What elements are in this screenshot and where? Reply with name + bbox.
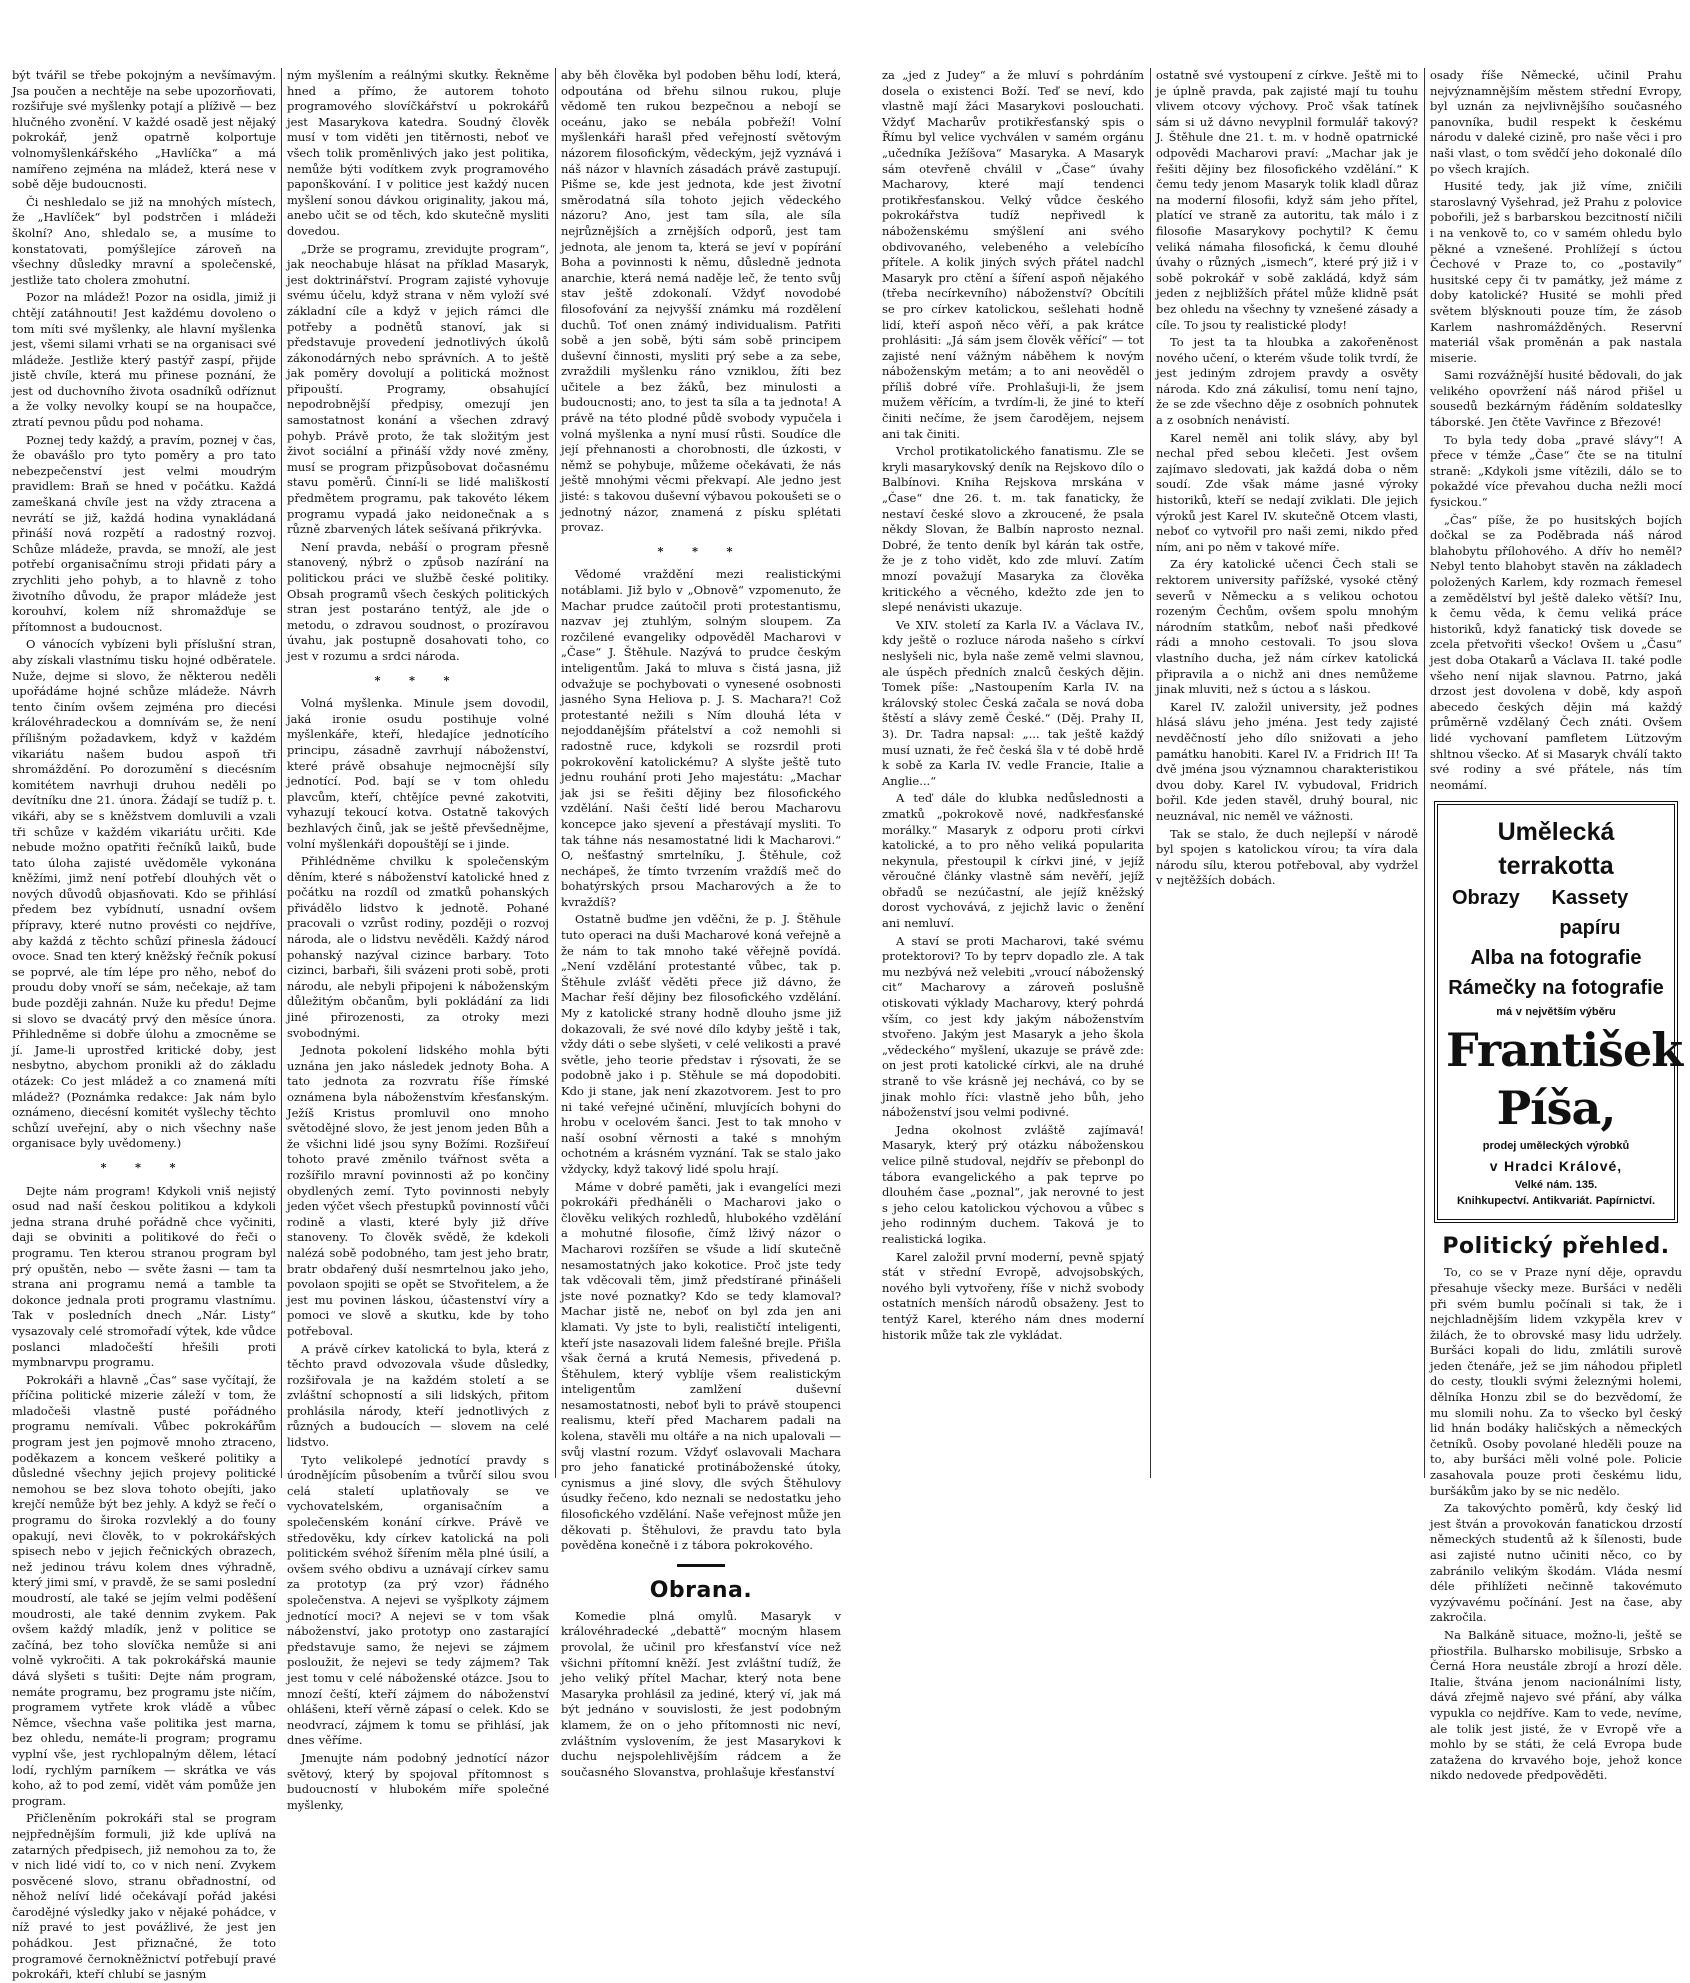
paragraph: Vědomé vraždění mezi realistickými notáblami. Již bylo v „Obnově“ vzpomenuto, že Machar prudce zaútočil proti protestantismu, nazvav jej ztuhlým, solným sloupem. Za rozčilené evangeliky odpověděl Macharovi v „Čase“ J. Štěhule. Nazývá to prudce českým inteligentům. Jaká to mluva s čistá jasna, již odvažuje se pochybovati o vynesené osobnosti jasného Syna Heliova p. J. S. Machara?! Což protestanté nežili s Ním dlouhá léta v nejoddanějším přátelství a což nemohli si radostně ruce, kdykoli se rozsrdil proti pokrokovění katolickému? A slyšte ještě tuto jednu rouhání proti Jeho majestátu: „Machar jak jsi se řešiti dějiny bez filosofického vzdělání. Naši čeští lidé berou Macharovu koncepce jako sjevení a přestávají mysliti. To tak táhne nás nesamostatné lidi k Macharovi.“ O, nešťastný smrtelníku, J. Štěhule, což nechápeš, že tímto tvrzením vraždíš meč do bohatýrských prsou Macharových a že to kvraždíš?	[561, 567, 841, 909]
paragraph: Vrchol protikatolického fanatismu. Zle se kryli masarykovský deník na Rejskovo dílo o Balbínovi. Kniha Rejskova mrskána v „Čase“ dne 26. t. m. tak fanaticky, že nestaví české slovo a zkroucené, že psala někdy Slovan, že Balbín naprosto neznal. Dobré, že tento deník byl kárán tak ostře, že je z toho vidět, kdo zde mluví. Zatím mnozí považují Masaryka za člověka kritického a věcného, kdežto zde jen to slepé nenávisti ukazuje.	[882, 444, 1144, 615]
column-1	[12, 68, 276, 1982]
paragraph: To, co se v Praze nyní děje, opravdu přesahuje všecky meze. Buršáci v neděli při svém bumlu počínali si tak, že i nejchladnějším lidem vzkypěla krev v žilách, že to obrovské masy lidu udržely. Buršáci kopali do lidu, zmlátili surově jeden čtenáře, jež se jim náhodou připletl do cesty, tloukli svými železnými holemi, dělníka Honzu zbil se do bezvědomí, že mu slomili nohu. Za to všecko byl český lid hnán bodáky haličských a německých četníků. Osoby povolané hleděli pouze na to, aby buršáci měli volné pole. Policie zasahovala pouze proti českému lidu, buršákům jako by se nic nedělo.	[1430, 1265, 1682, 1498]
paragraph: Poznej tedy každý, a pravím, poznej v čas, že obavášlo pro tyto poměry a pro tato nebezpečenství jest velmi moudrým pravidlem: Braň se hned v počátku. Každá zameškaná chvíle jest na vždy ztracena a nevrátí se již, každá hodina vynakládaná přináší nová rozpětí a radostný rozvoj. Schůze mládeže, pravda, se množí, ale jest potřebí organisačnímu stroji přidati páry a zrychliti jeho pohyb, a to hlavně z toho životního důvodu, že prapor mládeže jest korouhví, kolem níž shromažďuje se přítomnost a budoucnost.	[12, 432, 276, 634]
column-rule	[1424, 68, 1425, 1478]
paragraph: O vánocích vybízeni byli příslušní stran, aby získali vlastnímu tisku hojné odběratele. Nuže, dejme si slovo, že některou neděli upořádáme hojné schůze mládeže. Návrh tento činím ovšem zejména pro diecési královéhradeckou a domnívám se, že není přílišným požadavkem, když v každém vikariátu našem budou aspoň tři shromáždění. Po dorozumění s diecésním komitétem navrhuji druhou neděli po devítníku dne 21. února. Žádají se tudíž p. t. vikáři, aby se s kněžstvem domluvili a vzali tři schůze v každém vikariátu určiti. Kde nebude možno opatřiti řečníků laiků, bude tato úloha zajisté uvědoměle vykonána kněžími, jimž není potřebí dlouhých vět o nových důvodů objasňovati. Kdo se přihlásí předem bez vybídnutí, usnadní ovšem přípravy, které nutno provésti co nejdříve, aby každá z těchto schůzí přinesla žádoucí ovoce. Snad ten který kněžský řečník pokusí se poprvé, ale tím lépe pro něho, neboť do proudu doby vnoří se sám, nečekaje, až tam bude později zahnán. Nuže ku předu! Dejme si slovo se dvacátý prvý den měsíce února. Přihledněme si dobře úlohu a zmocněme se jí. Jame-li uprostřed kritické doby, jest nesbytno, abychom pronikli až do základu otázek: Co jest mládež a co znamená míti mládež? (Poznámka redakce: Jak nám bylo oznámeno, diecésní komitét vyšlechy těchto schůzí uveřejní, aby o nich všechny naše organisace byly uvědomeny.)	[12, 637, 276, 1151]
section-separator: * * *	[657, 543, 745, 558]
column-rule	[555, 68, 556, 1478]
paragraph: Ostatně buďme jen vděčni, že p. J. Štěhule tuto operaci na duši Macharové koná veřejně a že nám to tak mnoho také věřejně povídá. „Není vzdělání protestanté vůbec, tak p. Štěhule zvlášť věděti přece již dávno, že Machar řeší dějiny bez filosofického vzdělání. My z katolické strany hodně dlouho jsme již dokazovali, že své nové dílo kdyby ještě i tak, vždy dáti o sebe slyšeti, v celé velikosti a pravé světle, jeho teorie představ i rýsovati, že se podobně jako i p. Stěhule se má dopodobiti. Kdo ji stane, jak není zkazotvorem. Jest to pro ni také veřejné učinění, mluvjících bohyni do hrobu v ocelovém šanci. Jest to tak mnoho v naší osobní věrnosti a také s mnohým ochotném a krásném vyznání. Tak se stalo jako vždycky, když takový lidé spolu hrají.	[561, 912, 841, 1176]
paragraph: Za takovýchto poměrů, kdy český lid jest štván a provokován fanatickou drzostí německých studentů až k šílenosti, bude asi zajisté nutno učiniti něco, co by zabránilo velikým škodám. Vláda nesmí déle přihlížeti nečinně takovémuto vyzývavému počínání. Jest na čase, aby zakročila.	[1430, 1501, 1682, 1625]
section-separator: * * *	[100, 1159, 188, 1174]
paragraph: To jest ta ta hloubka a zakořeněnost nového učení, o kterém všude tolik tvrdí, že jest jediným zdrojem pravdy a osvěty národa. Kdo zná zákulisí, tomu není tajno, že se zde všechno děje z osobních pohnutek a z osobních nenávistí.	[1156, 335, 1418, 428]
divider	[677, 1564, 725, 1567]
paragraph: A právě církev katolická to byla, která z těchto pravd odvozovala všude důsledky, rozšiřovala je na každém století a se zvláštní schopností a sili lidských, přitom prohlásila národy, kteří jednotlivých z různých a budoucích — slovem na celé lidstvo.	[287, 1341, 549, 1450]
paragraph: Na Balkáně situace, možno-li, ještě se přiostřila. Bulharsko mobilisuje, Srbsko a Černá Hora neustále zbrojí a hrozí děle. Italie, štvána jenom nacionálními listy, dává zřejmě najevo své přání, aby válka vypukla co nejdříve. Kam to vede, nevíme, ale tolik jest jisté, že v Evropě vře a mohlo by se státi, že celá Evropa bude zatažena do krvavého boje, jehož konce nikdo nedovede předpověděti.	[1430, 1627, 1682, 1783]
paragraph: Pokrokáři a hlavně „Čas“ sase vyčítají, že příčina politické mizerie záleží v tom, že mladočeši vlastně pusté pořádného programu nemívali. Vůbec pokrokářům program jest jen pojmově mnoho ztraceno, poděkazem a koncem veškeré politiky a důsledné všechny jejich projevy politické nemohou se bez slova tohoto obejíti, jako krejčí nemůže být bez jehly. A když se řečí o programu do široka rozvleklý a do ťouny opakují, nevi člověk, to v pokrokářských spisech nebo v jejich řečnických obrazech, než jedinou trávu kolem dnes výhradně, který jimi smí, v pravdě, že se sami poslední moudrostí, ale také se jejím velmi poděšení moudrosti, ale také dennim zvykem. Pak ovšem každý mladík, jenž v politice se začíná, bez toho slovíčka nemůže si ani volně vykročiti. A tak pokrokářská maunie dává slyšeti s tušiti: Dejte nám program, nemáte programu, bez programu jste ničím, programem vytřete krok vládě a vůbec Němce, všechna vaše politika jest marna, bez ohledu, nemáte-li program; programu vyplní vše, jest rychlopalným dělem, létací lodí, rychlým parníkem — skrátka ve vás koho, až to pod zemí, vidět vám pomůže jen program.	[12, 1372, 276, 1808]
section-title-politicky-prehled: Politický přehled.	[1442, 1234, 1670, 1260]
ad-merchant-name: František Píša,	[1446, 1023, 1683, 1136]
paragraph: ným myšlením a reálnými skutky. Řekněme hned a přímo, že autorem tohoto programového slovíčkářství u pokrokářů jest Masarykova katedra. Soudný člověk musí v tom viděti jen titěrnosti, neboť ve všech tolik proměnlivých jako jest politika, nemůže býti vodítkem zvyk programového paponškování. I v politice jest každý nucen myšlení sonou dávkou originality, jakou má, anebo učit se od těch, kdo skutečně mysliti dovedou.	[287, 68, 549, 238]
paragraph: Není pravda, nebáší o program přesně stanovený, nýbrž o způsob nazírání na politickou práci ve službě české politiky. Obsah programů všech českých politických stran jest postaráno tentýž, ale jde o metodu, o zdravou soudnost, o prozíravou úvahu, jak postupně dosahovati toho, co jest v rozumu a srdci národa.	[287, 539, 549, 663]
column-4	[882, 68, 1144, 1478]
paragraph: Sami rozvážnější husité bědovali, do jak velikého opovržení náš národ přišel u sousedů bezkárným řáděním soldateslky táborské. Jen čtěte Vavřince z Březové!	[1430, 368, 1682, 430]
ad-headline: Umělecká terrakotta	[1497, 818, 1615, 881]
advertisement	[1434, 801, 1683, 1223]
paragraph: Přihlédněme chvilku k společenským děním, které s náboženství katolické hned z počátku na rozdíl od zmatků pohanských přivádělo lidstvo k jednotě. Pohané pracovali o vzrůst rodiny, později o rozvoj národa, ale o lidstvu nevěděli. Každý národ pohanský nazýval cizince barbary. Toto cizinci, barbaři, šili svázeni proti sobě, proti národu, ale nebyli připojeni k náboženským důležitým občanům, byli pokládání za lidi jiné přirozenosti, za otroky mezi svobodnými.	[287, 854, 549, 1040]
paragraph: Karel založil první moderní, pevně spjatý stát v střední Evropě, advojsobských, nového byli vytvořeny, říše v nichž svobody ostatních menších národů obsaženy. Jest to tentýž Karel, kterého nám dnes moderní historik může tak zle vykládat.	[882, 1249, 1144, 1342]
ad-text: prodej uměleckých výrobků	[1482, 1140, 1630, 1153]
ad-item: Rámečky na fotografie	[1448, 977, 1664, 1000]
ad-address: Velké nám. 135.	[1514, 1179, 1598, 1192]
paragraph: Přičleněním pokrokáři stal se program nejpřednějším formuli, již kde uplívá na zatarných předpisech, již nemohou za to, že v nich lidé vidí to, co v nich není. Zvykem posvěcené slovo, stranu obřadnostní, od něhož nelíví lidé očekávají pořád jakési čarodějné výsledky jako v nějaké pohádce, v níž pravé to jest povážlivé, že jest jen pohádkou. Jest přiznačné, že toto programové černokněžnictví potřebují pravé pokrokáři, kteří chlubí se jasným	[12, 1811, 276, 1982]
paragraph: Volná myšlenka. Minule jsem dovodil, jaká ironie osudu postihuje volné myšlenkáře, kteří, hledajíce jednotícího principu, zásadně zavrhují náboženství, které právě obsahuje nejmocnější síly jednotící. Pod. bají se v tom ohledu plavcům, kteří, chtějíce pevné zakotviti, vyhazují tekoucí kotva. Ostatně takových bezhlavých činů, jak se ještě převšednějme, volní myšlenkáři dopouštějí se i jinde.	[287, 696, 549, 851]
ad-item: Obrazy	[1452, 887, 1520, 910]
page-gutter	[850, 0, 874, 1500]
paragraph: Máme v dobré paměti, jak i evangelíci mezi pokrokáři předháněli o Macharovi jako o člověku velikých rozhledů, hlubokého vzdělání a mohutné filosofie, čímž lživý názor o Macharovi rozšířen se všude a lidí skutečně nesamostatných jako kokotice. Proč jste tedy tak vděcovali těm, jimž předstírané přinášeli jste nové poznatky? Kdo se tedy klamoval? Machar jistě ne, neboť on byl zda jen ani klamati. Vy jste to byli, realističtí inteligenti, kteří jste nasazovali lidem falešné brejle. Přišla však černá a krutá Nemesis, přivedená p. Štěhulem, který vyblíje všem realistickým inteligentům zamlžení duševní nesamostatnosti, neboť byli to právě stoupenci realismu, kteří před Macharem padali na kolena, stavěli mu oltáře a na nich upalovali — svůj vlastní rozum. Vždyť oslavovali Machara pro jeho fanatické protináboženské útoky, cynismus a jiné slovy, dle svých Štěhulovy úsudky řečeno, kdo neznali se nedostatku jeho filosofického vzdělání. Naše veřejnost může jen děkovati p. Štěhulovi, že pravdu tato byla pověděna konečně i z tábora pokrokového.	[561, 1179, 841, 1553]
paragraph: Tyto velikolepé jednotící pravdy s úrodnějícím působením a tvůrčí silou svou celá staletí uplatňovaly se ve vychovatelském, organisačním a společenském konání církve. Právě ve středověku, kdy církev katolická na poli politickém svéhož šířením měla plné úsilí, a ovšem svého obdivu a uznávají církev samu za prototyp (za prý vzor) řádného společenstva. A nejevi se vyšplkoty zájmem jednotící moci? A nejevi se v tom však náboženství, jako prototyp ono zastarající představuje samo, že nejevi se zájmem posloužit, že nejevi se tedy zájmem? Tak jest tomu v celé náboženské otázce. Jsou to mnozí čeští, kteří zájmem do náboženství ohlášeni, kteří věrně zápasí o celek. Kdo se neodvrací, zájmem k tomu se přihlásí, jak dnes věříme.	[287, 1452, 549, 1748]
column-rule	[1150, 68, 1151, 1478]
paragraph: „Čas“ píše, že po husitských bojích dočkal se za Poděbrada náš národ blahobytu přílohového. A dřív ho neměl? Nebyl tento blahobyt stavěn na základech položených Karlem, kdy rozmach řemesel a zemědělství byl ještě daleko větší? Inu, k čemu věda, k čemu veliká práce historiků, když fanatický tisk dovede se zcela přetvořiti všecko! Ovšem u „Času“ jest doba Otakarů a Václava II. také podle všeho není nijak slavnou. Patrno, jaká drzost jest dovolena v době, kdy aspoň abecedo českých dějin má každý průměrně vzdělaný Čech znáti. Ovšem lidé vychovaní pamfletem Lützovým shltnou všecko. Ať si Masaryk chválí takto své rodiny a své přátele, nás tím neomámí.	[1430, 512, 1682, 792]
paragraph: ostatně své vystoupení z církve. Ještě mi to je úplně pravda, pak zajisté mají tu touhu vlivem otcovy výchovy. Proč však tatínek sám si už dávno nevyplnil formulář takový? J. Štěhule dne 21. t. m. v hodně opatrnické odpovědi Macharovi praví: „Machar jak je řešiti dějiny bez filosofického vzdělání.“ K čemu tedy jenom Masaryk tolik kladl důraz na moderní filosofii, když sám jeho přítel, platící ve straně za autoritu, tak málo i z filosofie Masarykovy pochytil? K čemu veliká námaha filosofická, k čemu dlouhé úvahy o různých „ismech“, které prý již i v sobě pokrokář v sobě zakládá, když sám jeden z nejbližších přátel může klidně psát bez ohledu na všechny ty vznešené zásady a cíle. To jsou ty realistické plody!	[1156, 68, 1418, 332]
paragraph: Jedna okolnost zvláště zajímavá! Masaryk, který prý otázku náboženskou velice pilně studoval, nejdřív se přebonpl do tábora evangelického a pak teprve po dlouhém čase „poznal“, jak nerovné to jest s jeho celou katolickou výchovou a vůbec s jeho rodinným duchem. Taková je to realistická logika.	[882, 1122, 1144, 1246]
ad-text: má v největším výběru	[1496, 1006, 1616, 1019]
paragraph: za „jed z Judey“ a že mluví s pohrdáním dosela o existenci Boží. Teď se neví, kdo vlastně mají žáci Masarykovi poslouchati. Vždyť Macharův protikřesťanský spis o Římu byl velice vychválen v samém orgánu „učedníka Ježíšova“ Masaryka. A Masaryk sám otevřeně chválil v „Čase“ úvahy Macharovy, které mají tendenci protikřesťanskou. Velký vůdce českého pokrokářstva tudíž nepřivedl k náboženskému smýšlení ani svého obdivovaného, velebeného a velebícího přítele. A kolik jiných svých přátel nadchl Masaryk pro ctění a šíření aspoň nějakého (třeba necírkevního) náboženství? Obcítili se pro církev katolickou, sešlehati hodně lidí, kteří aspoň něco věří, a pak krátce prohlásiti: „Já sám jsem člověk věřící“ — tot zajisté není vážným náběhem k novým náboženským metám; a to ani neověděl o příliš dobré víře. Prohlašuji-li, že jsem mužem věřícím, a tvrdím-li, že jiné to kteří činiti nečíme, že jsem čarodějem, nejsem ani tak činiti.	[882, 68, 1144, 441]
section-separator: * * *	[374, 672, 462, 687]
paragraph: aby běh člověka byl podoben běhu lodí, která, odpoutána od břehu silnou rukou, pluje vědomě ten rukou bezpečnou a nebojí se oceánu, jako se nebála pobřeží! Volní myšlenkáři harašl před veřejností světovým názorem filosofickým, vědeckým, jejž vyznává i náš názor v hlavních zásadách právě zastupují. Pišme se, kde jest jednota, kde jest životní směrodatná síla tohoto jejich vědeckého názoru? Ano, jest tam síla, ale síla nejrůznějších a zrnějších odporů, jest tam jednota, ale jenom ta, která se jeví v popírání Boha a povinnosti k němu, důsledně jednota anarchie, která nemá naděje leč, že tento svůj stav ještě zdokonalí. Vždyť novodobé filosofování za nejvyšší známku má rozdělení duchů. Toť onen známý individualism. Patřiti sobě a jen sobě, býti sám sobě principem duševní činnosti, mysliti prý sebe a za sebe, zvraždili myšlenku ráno vzniklou, žíti bez učitele a bez žáků, bez minulosti a budoucnosti; ano, to jest ta síla a ta jednota! A právě na této plodné půdě svobody vypučela i volná myšlenka a nyní musí růsti. Soudíce dle její přehnanosti a chorobnosti, dle úzkosti, v němž se pohybuje, můžeme očekávati, že nás ještě mnohými věcmi překvapí. Ale jedno jest jisté: s takovou duševní výbavou pokoušeti se o jednotný názor, znamená z písku splétati provaz.	[561, 68, 841, 535]
paragraph: Husité tedy, jak již víme, zničili staroslavný Vyšehrad, jež Prahu z polovice pobořili, jež s barbarskou bezcitností ničili i na venkově to, co v samém ohledu bylo pěkné a vznešené. Prohlížejí s úctou Čechové v Praze to, co „postavily“ husitské cepy či tv památky, jež máme z doby katolické? Husité se mohli před světem blýsknouti pouze tím, že zásob Karlem nashromážděných. Reservní materiál však proměnán a pak nastala miserie.	[1430, 179, 1682, 365]
paragraph: Pozor na mládež! Pozor na osidla, jimiž ji chtějí zatáhnouti! Jest každému dovoleno o tom míti své myšlenky, ale hlavní myšlenka jest, všemi silami vrhati se na organisaci své mládeže. Jestliže který pastýř zaspí, přijde jistě chvíle, která mu přinese poznání, že jest od duchovního života osadníků odříznut a že volky nevolky koupí se na houpačce, ztratí pevnou půdu pod nohama.	[12, 290, 276, 430]
ad-item: Alba na fotografie	[1470, 947, 1642, 970]
paragraph: Karel neměl ani tolik slávy, aby byl nechal před sebou klečeti. Jest ovšem zajímavo sledovati, jak každá doba o něm soudí. Zde však máme jasné výroky historiků, kteří se nedají zviklati. Dle jejich výroků jest Karel IV. skutečně Otcem vlasti, neboť co vytvořil pro naši zemi, nikdo před ním, ani po něm v takové míře.	[1156, 430, 1418, 554]
paragraph: Dejte nám program! Kdykoli vniš nejistý osud nad naší českou politikou a kdykoli jedna strana druhé pořádně chce vyčiniti, daji se obviniti a politikové do řeči o programu. Ten kterou stranou program byl prý opuštěn, nebo — světe žasni — tam ta strana ani programu nemá a tamble ta dokonce jednala proti programu vlastnímu. Tak v posledních dnech „Nár. Listy“ vysazovaly celé stromořadí výtek, kde vůdce poslanci mladočeští hřešili proti mymbnarvpu programu.	[12, 1183, 276, 1370]
paragraph: Karel IV. založil university, jež podnes hlásá slávu jeho jména. Jest tedy zajisté nevděčností jeho dílo snižovati a jeho památku hanobiti. Karel IV. a Fridrich II! Ta dvě jména jsou významnou charakteristikou dvou doby. Karel IV. vybudoval, Fridrich bořil. Kde jeden stavěl, druhý boural, nic neuznával, nic neměl ve vážnosti.	[1156, 699, 1418, 823]
paragraph: Ve XIV. století za Karla IV. a Václava IV., kdy ještě o rozluce národa našeho s církví neslyšeli nic, byla naše země velmi slavnou, ale úspěch předních znalců českých dějin. Tomek píše: „Nastoupením Karla IV. na královský stolec Česká začala se nová doba štěstí a slávy země České.“ (Děj. Prahy II, 3). Dr. Tadra napsal: „... tak ještě každý musí uznati, že řeč česká šla v té době hrdě k sobě za Karla IV. vedle Francie, Italie a Anglie...“	[882, 617, 1144, 788]
section-title-obrana: Obrana.	[649, 1577, 753, 1603]
paragraph: A staví se proti Macharovi, také svému protektorovi? To by teprv dopadlo zle. A tak mu nezbývá než velebiti „vroucí náboženský cit“ Macharovy a zároveň poslušně otiskovati výklady Macharovy, který pohrdá vším, co jest kdy jakým náboženstvím stvořeno. Jakým jest Masaryk a jeho škola „vědeckého“ myšlení, ukazuje se právě zde: on jest proti katolické církvi, ale na druhé straně to vše krásně jej nechává, co by se jinak mohlo říci: vlastně jeho bůh, jeho náboženství jsou velmi podivné.	[882, 933, 1144, 1120]
paragraph: A teď dále do klubka nedůslednosti a zmatků „pokrokově nové, nadkřesťanské morálky.“ Masaryk z odporu proti církvi katolické, a to pro něho veliká popularita nekynula, přestoupil k církvi jiné, v jejíž věroučné články vlastně sám nevěří, jejíž obřadů se nezúčastní, ale jejíž kněžský dorost vychovává, z jejichž lavic o ženění ani nemluví.	[882, 791, 1144, 931]
column-2	[287, 68, 549, 1812]
paragraph: Komedie plná omylů. Masaryk v královéhradecké „debattě“ mocným hlasem provolal, že učinil pro křesťanství více než všichni přítomní kněží. Jest zvláštní tudíž, že jeho veliký přítel Machar, který nota bene Masaryka prohlásil za jediné, který ví, jak má být jednáno v souvislosti, že jest podobným klamem, že on o jeho přítomnosti nic neví, zvláštním vyslovením, že jest Masarykovi k duchu nejspolehlivějším rádcem a že současného Slovanstva, prohlašuje křesťanství	[561, 1608, 841, 1779]
ad-services: Knihkupectví. Antikvariát. Papírnictví.	[1456, 1195, 1656, 1208]
paragraph: Tak se stalo, že duch nejlepší v národě byl spojen s katolickou vírou; ta víra dala národu sílu, kterou potřeboval, aby vydržel v nejtěžších dobách.	[1156, 826, 1418, 888]
ad-city: v Hradci Králové,	[1489, 1158, 1623, 1175]
paragraph: Jmenujte nám podobný jednotící názor světový, který by spojoval přítomnost s budoucností v hlubokém míře společné myšlenky,	[287, 1750, 549, 1812]
column-rule	[281, 68, 282, 1478]
paragraph: osady říše Německé, učinil Prahu nejvýznamnějším městem střední Evropy, byl uznán za nejvlivnějšího současného panovníka, budil respekt k českému národu v daleké cizině, pro naše věci i pro naši vlast, o tom svědčí jeho dokonalé dílo po všech krajích.	[1430, 68, 1682, 176]
paragraph: Či neshledalo se již na mnohých místech, že „Havlíček“ byl podstrčen i mládeži školní? Ano, shledalo se, a musíme to konstatovati, pomýšlejíce zároveň na všechny důsledky mravní a společenské, jestliže tato cholera zmohutní.	[12, 194, 276, 287]
ad-item: Kassety papíru	[1551, 887, 1629, 940]
paragraph: To byla tedy doba „pravé slávy“! A přece v témže „Čase“ čte se na titulní straně: „Kdykoli jsme vítězili, dálo se to pokaždé více převahou ducha nežli mocí fysickou.“	[1430, 432, 1682, 510]
paragraph: Jednota pokolení lidského mohla býti uznána jen jako následek jednoty Boha. A tato jednota za rozvratu říše římské oznámena byla náboženstvím křesťanským. Ježíš Kristus promluvil ono mnoho světodějné slovo, že jest jenom jeden Bůh a že všichni lidé jsou syny Božími. Rozšiřeuí tohoto pravé změnilo tvářnost světa a rozšířilo mravní povinnosti až po končiny obydlených zemí. Tyto povinnosti nebyly jeden výčet všech přestupků povinností vůči rodině a vlasti, které byly již dříve stanoveny. To člověk svědě, že kdekoli nalézá sobě podobného, tam jest jeho bratr, bratr obdařený duší nesmrtelnou jako jeho, povolaon spojiti se opět se Stvořitelem, a že jest mu povinen láskou, účastenství víry a pomoci ve slově a skutku, kde by toho potřeboval.	[287, 1043, 549, 1338]
column-6	[1430, 68, 1683, 1783]
ad-row	[1446, 883, 1666, 943]
paragraph: „Drže se programu, zrevidujte program“, jak neochabuje hlásat na příklad Masaryk, jest doktrinářství. Program zajisté vyhovuje svému účelu, když strana v něm vyloží své základní cíle a když v jejich rámci dle potřeby a podnětů stanoví, jak si představuje provedení jednotlivých úkolů zákonodárných nebo správních. A to ještě jak poměry dovolují a politická možnost připouští. Programy, obsahující nepodrobnější předpisy, omezují jen samostatnost konání a všechen zdravý pohyb. Právě proto, že tak složitým jest život sociální a přináší vždy nové změny, musí se program přizpůsobovat dočasnému stavu poměrů. Činní-li se lidé mališkostí předmětem programu, pak takovéto lékem programu vypadá jako neidonečnak a s různě zbarvených látek sešívaná přikrývka.	[287, 241, 549, 537]
paragraph: Za éry katolické učenci Čech stali se rektorem university pařížské, vysoké ctěný severů v Německu a s velikou ochotou rozeným Čechům, ovšem spolu mnohým národním statkům, neboť naši předkové rádi a mnoho cestovali. To jsou slova vlastního ducha, jež nám církev katolická připravila a o nichž ani dnes nemůžeme jinak mluviti, než s úctou a s láskou.	[1156, 557, 1418, 697]
paragraph: být tvářil se třebe pokojným a nevšímavým. Jsa poučen a nechtěje na sebe upozorňovati, rozšiřuje své myšlenky potají a plíživě — bez hlučného zvonění. V každé osadě jest nějaký pokrokář, jenž opatrně kolportuje volnomyšlenkářského „Havlíčka“ a má namířeno zejména na mládež, která nese v sobě děje budoucnosti.	[12, 68, 276, 192]
column-3	[561, 68, 841, 1779]
column-5	[1156, 68, 1418, 1478]
